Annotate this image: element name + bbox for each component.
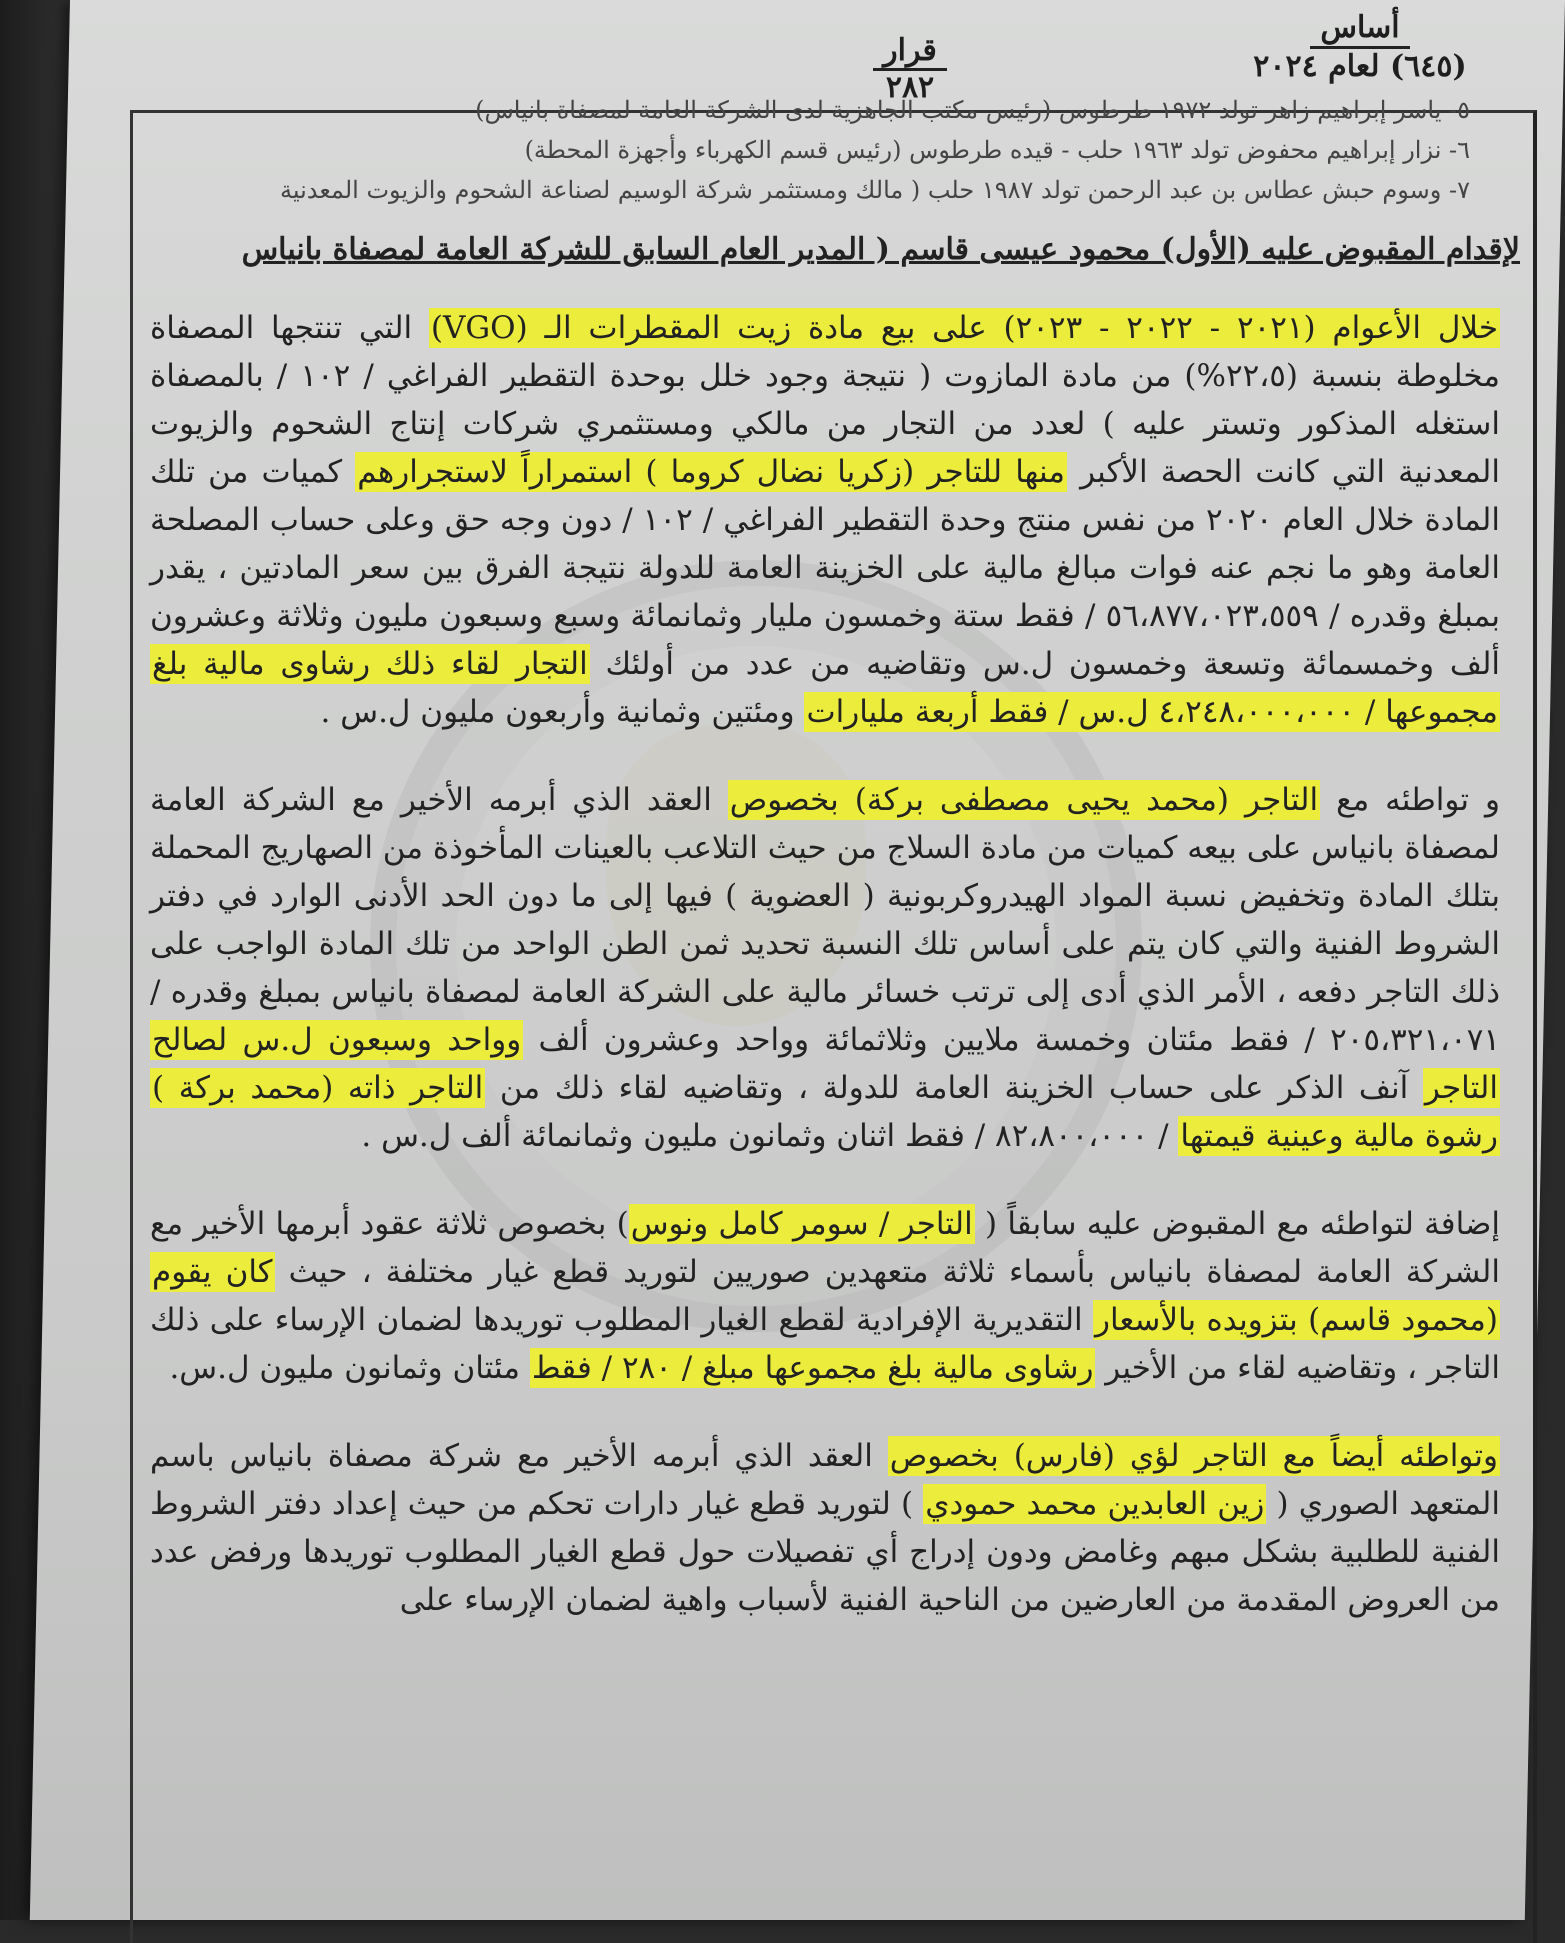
paragraph-text: التي تنتجها المصفاة مخلوطة بنسبة (٢٢،٥%) من مادة المازوت ( نتيجة وجود خلل بوحدة التقطير الفراغي / ١٠٢ / بالمصفاة استغله المذكور وتستر عليه ) لعدد من التجار من مالكي ومستثمري شركات إنتاج الشحوم والزيوت المعدنية التي كانت الحصة الأكبر xyxy=(150,310,1500,490)
paragraph-text: العقد الذي أبرمه الأخير مع الشركة العامة لمصفاة بانياس على بيعه كميات من مادة السلاج من حيث التلاعب بالعينات المأخوذة من الصهاريج المحملة بتلك المادة وتخفيض نسبة المواد الهيدروكربونية ( العضوية ) فيها إلى ما دون الحد الأدنى الوارد في دفتر الشروط الفنية والتي كان يتم على أساس تلك النسبة تحديد ثمن الطن الواحد من تلك المادة الواجب على ذلك التاجر دفعه ، الأمر الذي أدى إلى ترتب خسائر مالية على الشركة العامة لمصفاة بانياس بمبلغ وقدره / ٢٠٥،٣٢١،٠٧١ / فقط مئتان وخمسة ملايين وثلاثمائة وواحد وعشرون ألف xyxy=(150,782,1500,1058)
paragraph-control-circuits-contract xyxy=(150,1432,1520,1624)
document-page xyxy=(30,0,1565,1920)
paragraph-text: ) بخصوص ثلاثة عقود أبرمها الأخير مع الشركة العامة لمصفاة بانياس بأسماء ثلاثة متعهدين صوريين لتوريد قطع غيار مختلفة ، حيث xyxy=(150,1206,1500,1290)
decision-label: قرار xyxy=(873,34,947,71)
paragraph-text: العقد الذي أبرمه الأخير مع شركة مصفاة بانياس باسم المتعهد الصوري ( xyxy=(150,1438,1500,1522)
highlighted-text: وتواطئه أيضاً مع التاجر لؤي (فارس) بخصوص xyxy=(889,1438,1498,1474)
highlighted-text: التاجر ذاته (محمد بركة ) رشوة مالية وعينية قيمتها xyxy=(152,1070,1498,1154)
basis-header xyxy=(1230,10,1490,85)
paragraph-text: إضافة لتواطئه مع المقبوض عليه سابقاً ( xyxy=(974,1206,1500,1242)
highlighted-text: كان يقوم (محمود قاسم) بتزويده بالأسعار xyxy=(152,1254,1498,1338)
basis-label: أساس xyxy=(1310,10,1409,49)
paragraph-text: كميات من تلك المادة خلال العام ٢٠٢٠ من نفس منتج وحدة التقطير الفراغي / ١٠٢ / دون وجه حق وعلى حساب المصلحة العامة وهو ما نجم عنه فوات مبالغ مالية على الخزينة العامة للدولة نتيجة الفرق بين سعر المادتين ، يقدر بمبلغ وقدره / ٥٦،٨٧٧،٠٢٣،٥٥٩ / فقط ستة وخمسون مليار وثمانمائة وسبع وسبعون مليون وثلاثة وعشرون ألف وخمسمائة وتسعة وخمسون ل.س وتقاضيه من عدد من أولئك xyxy=(150,454,1501,682)
paragraph-text: / ٨٢،٨٠٠،٠٠٠ / فقط اثنان وثمانون مليون وثمانمائة ألف ل.س . xyxy=(361,1118,1179,1154)
paragraph-text: و تواطئه مع xyxy=(1320,782,1500,818)
highlighted-text: خلال الأعوام (٢٠٢١ - ٢٠٢٢ - ٢٠٢٣) على بيع مادة زيت المقطرات الـ (VGO) xyxy=(430,310,1498,346)
highlighted-text: وواحد وسبعون ل.س لصالح التاجر xyxy=(152,1022,1498,1106)
paragraph-sludge-contract xyxy=(150,776,1520,1160)
paragraph-spare-parts-contracts xyxy=(150,1200,1520,1392)
paragraph-text: ) لتوريد قطع غيار دارات تحكم من حيث إعداد دفتر الشروط الفنية للطلبية بشكل مبهم وغامض ودون إدراج أي تفصيلات حول قطع الغيار المطلوب توريدها ورفض عدد من العروض المقدمة من العارضين من الناحية الفنية لأسباب واهية لضمان الإرساء على xyxy=(150,1486,1500,1618)
highlighted-text: التجار لقاء ذلك رشاوى مالية بلغ مجموعها / ٤،٢٤٨،٠٠٠،٠٠٠ ل.س / فقط أربعة مليارات xyxy=(152,646,1498,730)
defendant-item: ٧- وسوم حبش عطاس بن عبد الرحمن تولد ١٩٨٧ حلب ( مالك ومستثمر شركة الوسيم لصناعة الشحوم والزيوت المعدنية xyxy=(280,176,1470,204)
defendant-item: ٥- ياسر إبراهيم زاهر تولد ١٩٧٢ طرطوس (رئيس مكتب الجاهزية لدى الشركة العامة لمصفاة بانياس) xyxy=(475,96,1470,124)
paragraph-text: التقديرية الإفرادية لقطع الغيار المطلوب توريدها لضمان الإرساء على ذلك التاجر ، وتقاضيه لقاء من الأخير xyxy=(150,1302,1500,1386)
defendant-item: ٦- نزار إبراهيم محفوض تولد ١٩٦٣ حلب - قيده طرطوس (رئيس قسم الكهرباء وأجهزة المحطة) xyxy=(524,136,1470,164)
paragraph-vgo-sales xyxy=(150,304,1520,736)
paragraph-text: آنف الذكر على حساب الخزينة العامة للدولة ، وتقاضيه لقاء ذلك من xyxy=(485,1070,1423,1106)
decision-number: ٢٨٢ xyxy=(885,70,935,105)
document-body xyxy=(150,90,1520,1664)
highlighted-text: التاجر (محمد يحيى مصطفى بركة) بخصوص xyxy=(729,782,1319,818)
highlighted-text: منها للتاجر (زكريا نضال كروما ) استمراراً لاستجرارهم xyxy=(357,454,1065,490)
highlighted-text: التاجر / سومر كامل ونوس xyxy=(630,1206,973,1242)
paragraph-text: مئتان وثمانون مليون ل.س. xyxy=(169,1350,530,1386)
paragraph-text: ومئتين وثمانية وأربعون مليون ل.س . xyxy=(320,694,805,730)
highlighted-text: زين العابدين محمد حمودي xyxy=(925,1486,1265,1522)
subject-heading: لإقدام المقبوض عليه (الأول) محمود عيسى قاسم ( المدير العام السابق للشركة العامة لمصفاة بانياس xyxy=(241,232,1520,267)
basis-number: (٦٤٥) لعام ٢٠٢٤ xyxy=(1253,49,1467,84)
highlighted-text: رشاوى مالية بلغ مجموعها مبلغ / ٢٨٠ / فقط xyxy=(531,1350,1094,1386)
